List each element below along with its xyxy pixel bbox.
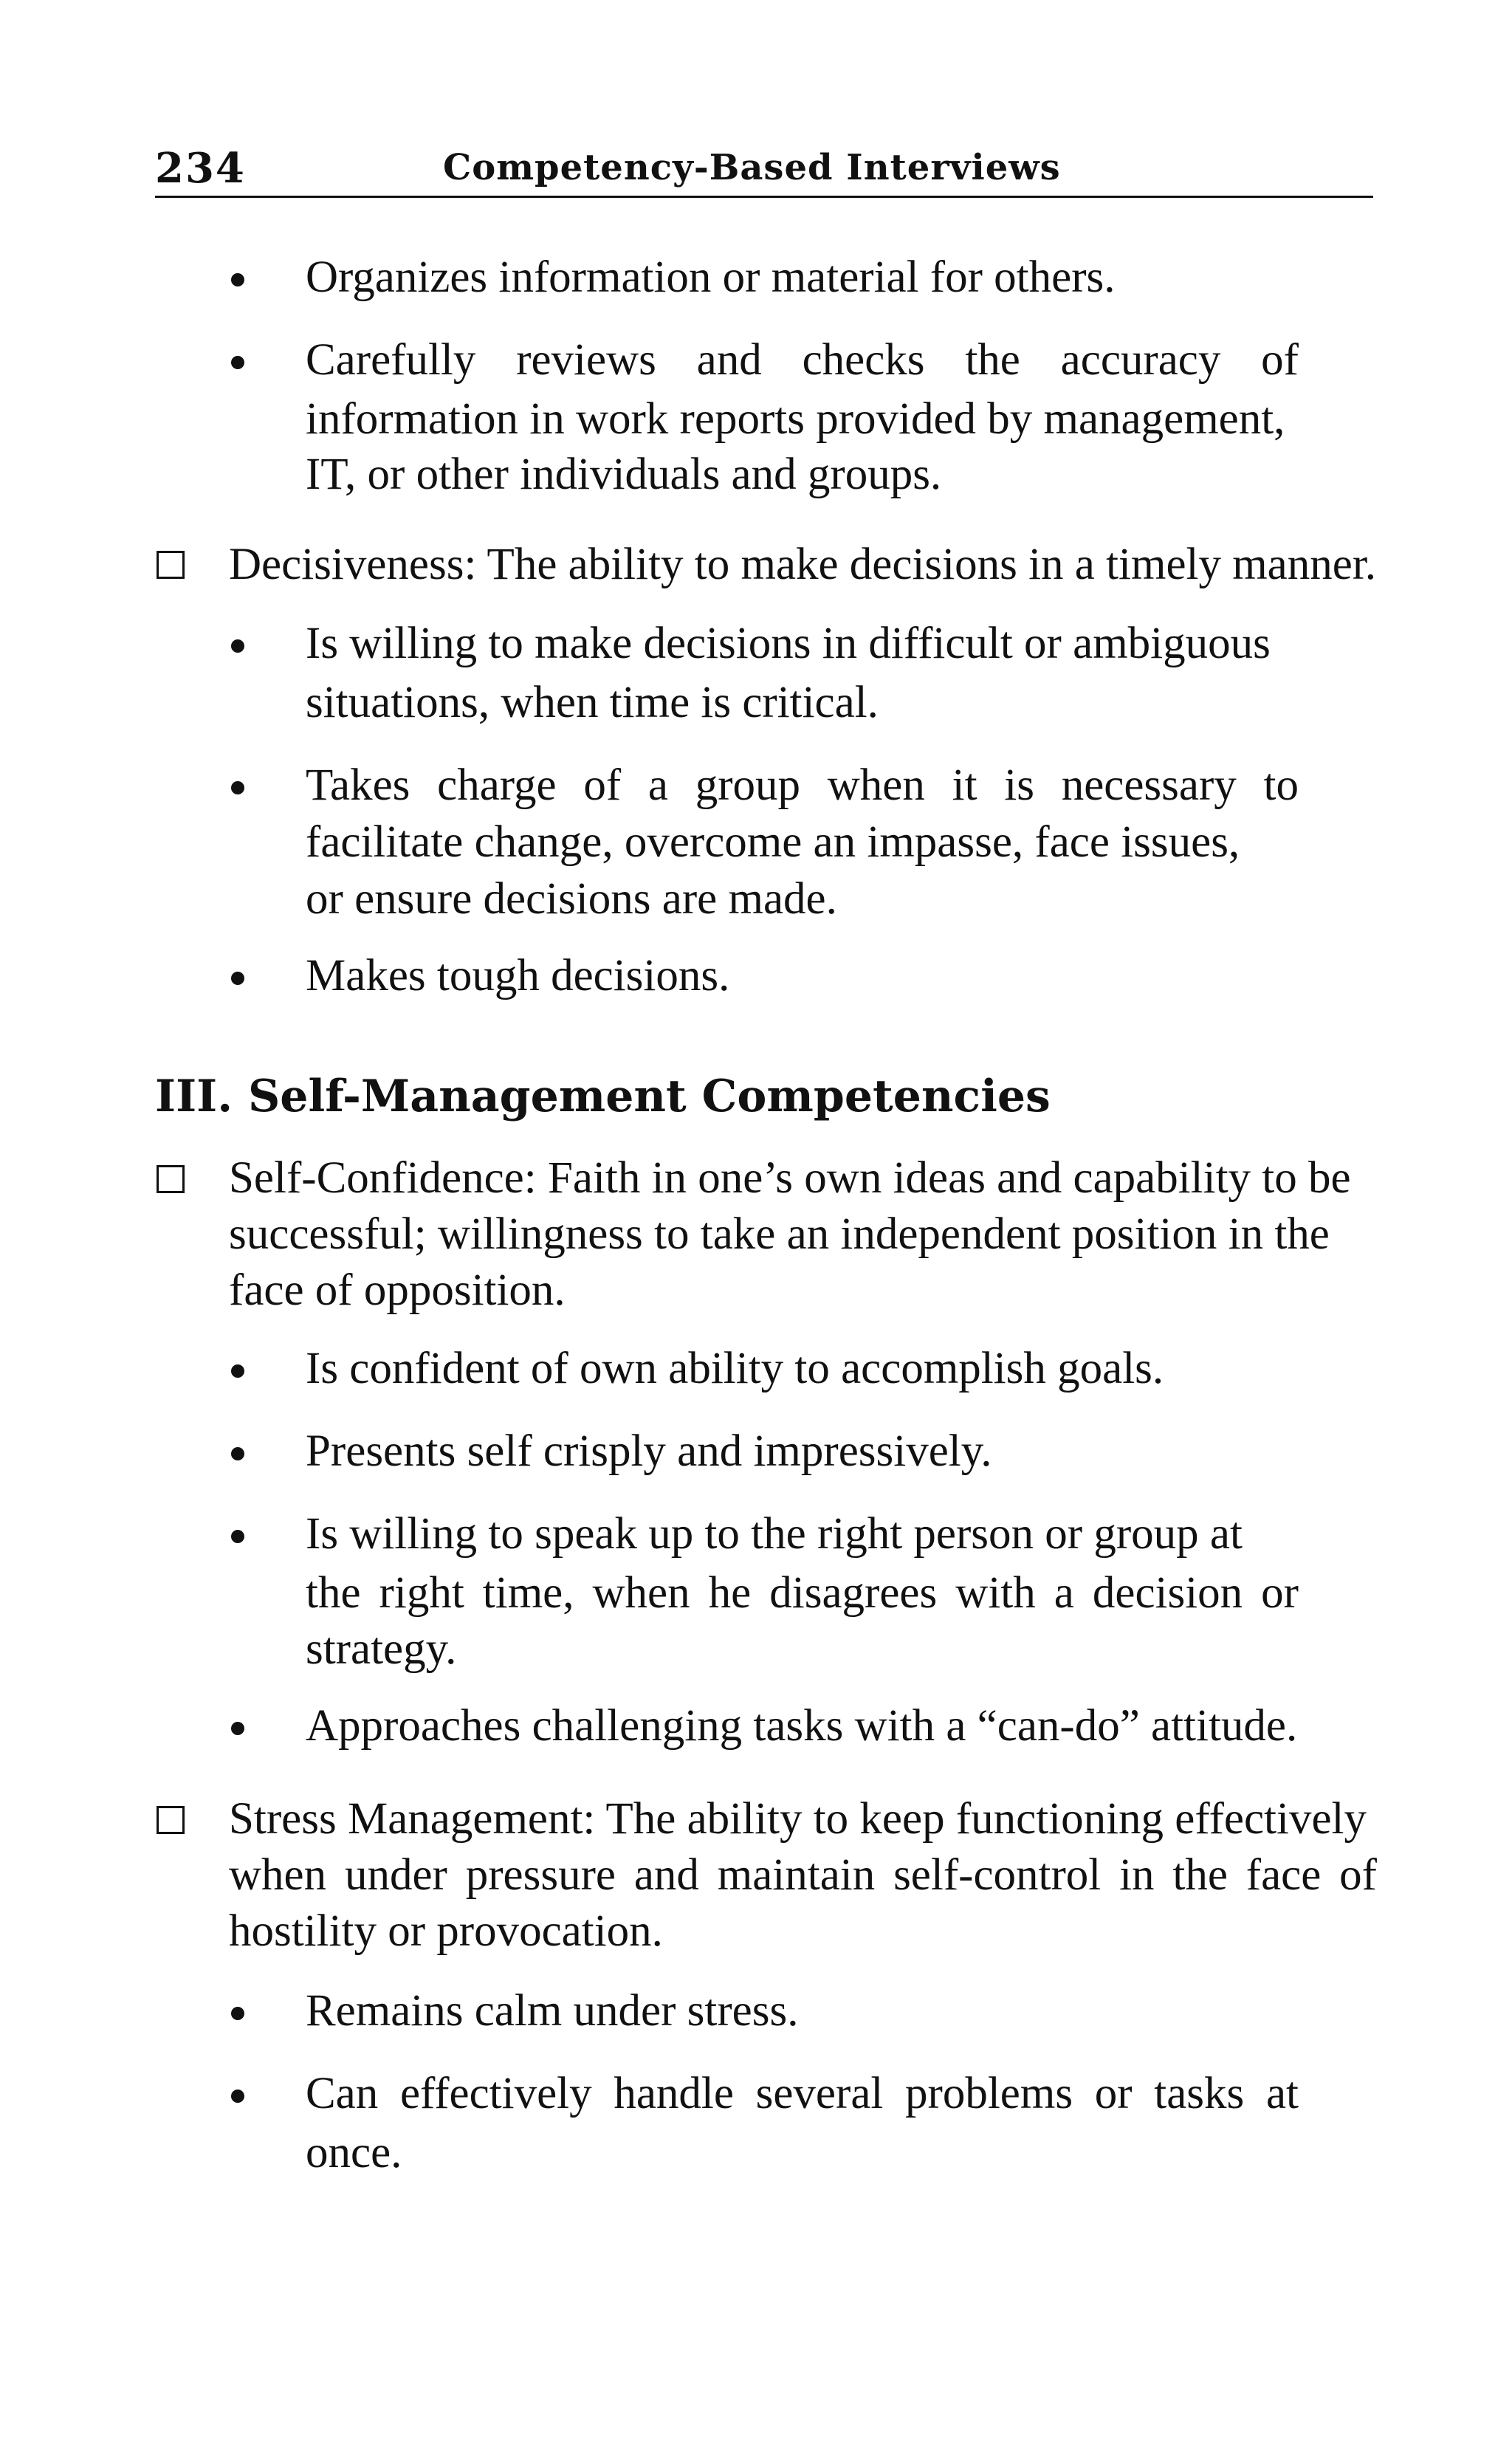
bullet-text: Presents self crisply and impressively. (306, 1426, 992, 1476)
competency-definition: Stress Management: The ability to keep functioning effectively (229, 1794, 1367, 1844)
bullet-icon (231, 1447, 244, 1460)
bullet-text: strategy. (306, 1624, 457, 1674)
bullet-text: or ensure decisions are made. (306, 874, 837, 924)
bullet-text: Approaches challenging tasks with a “can-do” attitude. (306, 1701, 1298, 1751)
page-number: 234 (155, 144, 246, 193)
bullet-icon (231, 2007, 244, 2020)
competency-definition: hostility or provocation. (229, 1906, 663, 1956)
bullet-text: Can effectively handle several problems or tasks at (306, 2069, 1299, 2118)
bullet-icon (231, 1530, 244, 1543)
bullet-icon (231, 639, 244, 653)
competency-definition: successful; willingness to take an independent position in the (229, 1209, 1330, 1259)
bullet-text: IT, or other individuals and groups. (306, 450, 942, 499)
bullet-text: Makes tough decisions. (306, 951, 730, 1000)
bullet-text: Is confident of own ability to accomplish goals. (306, 1344, 1164, 1393)
bullet-icon (231, 356, 244, 369)
competency-definition: when under pressure and maintain self-control in the face of (229, 1850, 1377, 1900)
bullet-text: Takes charge of a group when it is necessary to (306, 760, 1299, 810)
competency-definition: Decisiveness: The ability to make decisions in a timely manner. (229, 540, 1377, 589)
bullet-text: Organizes information or material for others. (306, 253, 1116, 302)
running-header (155, 144, 1373, 198)
section-heading: III. Self-Management Competencies (155, 1071, 1051, 1122)
bullet-icon (231, 1364, 244, 1378)
bullet-text: facilitate change, overcome an impasse, face issues, (306, 817, 1240, 867)
bullet-text: Is willing to speak up to the right person or group at (306, 1509, 1243, 1559)
bullet-text: the right time, when he disagrees with a decision or (306, 1568, 1299, 1618)
bullet-text: Is willing to make decisions in difficult or ambiguous (306, 619, 1271, 668)
running-title: Competency-Based Interviews (443, 147, 1061, 188)
checkbox-icon (157, 1165, 185, 1193)
bullet-text: information in work reports provided by management, (306, 394, 1285, 444)
bullet-icon (231, 273, 244, 286)
competency-definition: Self-Confidence: Faith in one’s own ideas and capability to be (229, 1153, 1351, 1203)
checkbox-icon (157, 1806, 185, 1834)
bullet-text: situations, when time is critical. (306, 678, 879, 727)
bullet-icon (231, 972, 244, 985)
checkbox-icon (157, 551, 185, 579)
bullet-icon (231, 781, 244, 794)
competency-definition: face of opposition. (229, 1266, 566, 1315)
bullet-text: Carefully reviews and checks the accuracy of (306, 335, 1299, 385)
bullet-icon (231, 2090, 244, 2103)
bullet-icon (231, 1722, 244, 1735)
bullet-text: once. (306, 2128, 402, 2177)
bullet-text: Remains calm under stress. (306, 1986, 799, 2036)
